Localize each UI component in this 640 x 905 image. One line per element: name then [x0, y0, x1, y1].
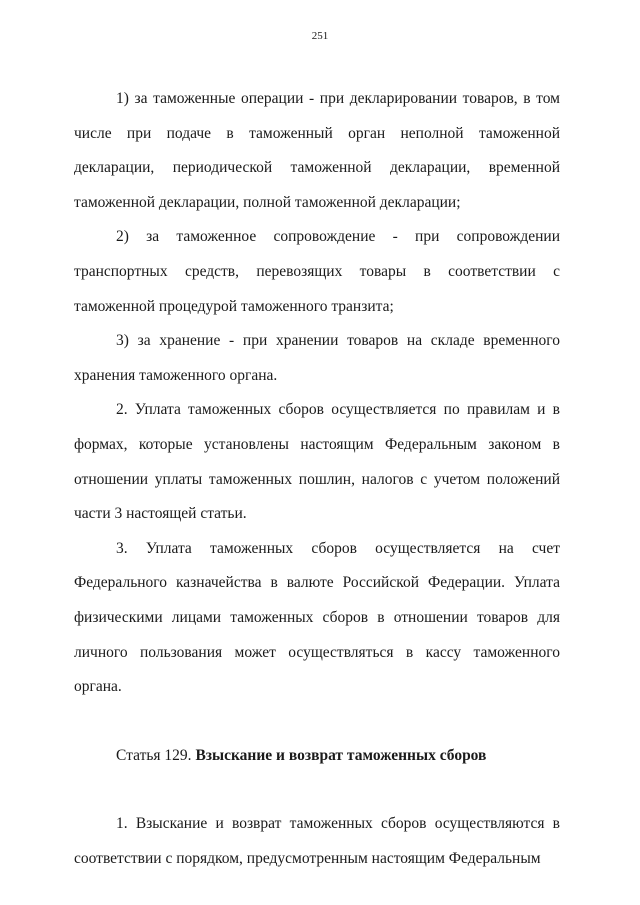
paragraph-customs-operations: 1) за таможенные операции - при декларировании товаров, в том числе при подаче в таможенный орган неполной таможенной декларации, периодической таможенной декларации, временной таможенной декларации, полной таможенной декларации;: [74, 90, 560, 211]
page-number: 251: [311, 30, 329, 42]
document-body: [74, 82, 560, 876]
article-heading: [74, 739, 560, 774]
article-number: Статья 129.: [116, 746, 192, 764]
paragraph-payment-rules: 2. Уплата таможенных сборов осуществляется по правилам и в формах, которые установлены настоящим Федеральным законом в отношении уплаты таможенных пошлин, налогов с учетом положений части 3 настоящей статьи.: [74, 401, 560, 523]
paragraph-collection-refund: 1. Взыскание и возврат таможенных сборов осуществляются в соответствии с порядком, предусмотренным настоящим Федеральным: [74, 815, 560, 867]
paragraph-payment-treasury: 3. Уплата таможенных сборов осуществляется на счет Федерального казначейства в валюте Российской Федерации. Уплата физическими лицами таможенных сборов в отношении товаров для личного пользования может осуществляться в кассу таможенного органа.: [74, 539, 560, 696]
paragraph-storage: 3) за хранение - при хранении товаров на складе временного хранения таможенного органа.: [74, 332, 560, 384]
paragraph-customs-escort: 2) за таможенное сопровождение - при сопровождении транспортных средств, перевозящих товары в соответствии с таможенной процедурой таможенного транзита;: [74, 228, 560, 315]
article-title: Взыскание и возврат таможенных сборов: [195, 746, 487, 764]
